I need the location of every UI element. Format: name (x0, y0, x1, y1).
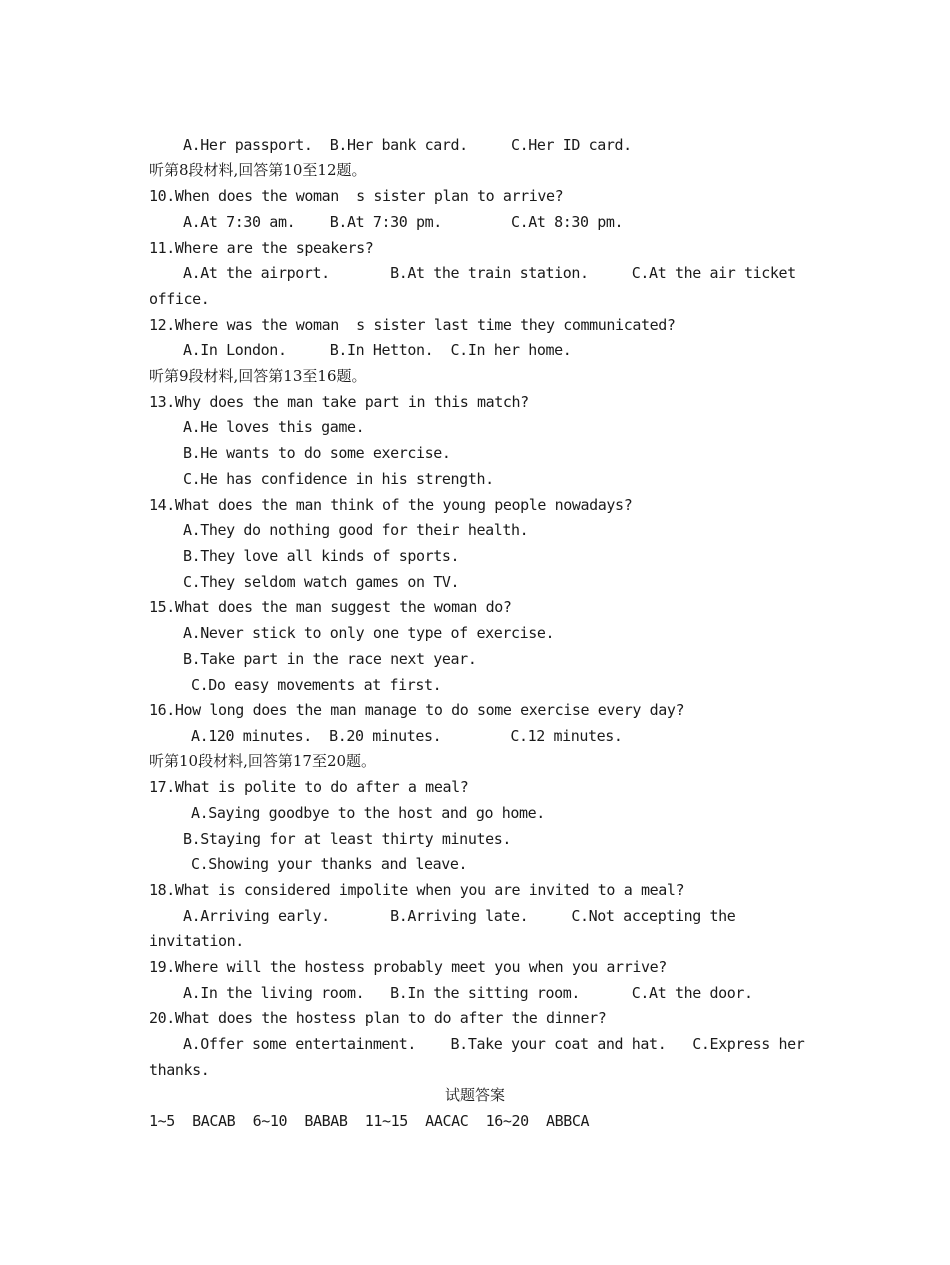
option-line: A.Her passport. B.Her bank card. C.Her ID card. (183, 136, 632, 154)
question-line: 14.What does the man think of the young people nowadays? (149, 496, 633, 514)
option-line: A.At the airport. B.At the train station. C.At the air ticket (183, 264, 796, 282)
answer-key: 1~5 BACAB 6~10 BABAB 11~15 AACAC 16~20 ABBCA (149, 1112, 590, 1130)
section-heading: 听第9段材料,回答第13至16题。 (149, 367, 367, 385)
option-line: A.Never stick to only one type of exercise. (183, 624, 555, 642)
option-line: A.Saying goodbye to the host and go home. (191, 804, 545, 822)
option-line: C.He has confidence in his strength. (183, 470, 494, 488)
option-line: B.He wants to do some exercise. (183, 444, 451, 462)
question-line: 16.How long does the man manage to do some exercise every day? (149, 701, 685, 719)
question-line: 19.Where will the hostess probably meet you when you arrive? (149, 958, 667, 976)
option-continuation: invitation. (149, 932, 244, 950)
option-line: A.Offer some entertainment. B.Take your coat and hat. C.Express her (183, 1035, 805, 1053)
section-heading: 听第10段材料,回答第17至20题。 (149, 752, 377, 770)
option-line: C.Do easy movements at first. (191, 676, 442, 694)
option-line: B.Take part in the race next year. (183, 650, 477, 668)
question-line: 15.What does the man suggest the woman do? (149, 598, 512, 616)
question-line: 10.When does the woman s sister plan to arrive? (149, 187, 564, 205)
option-continuation: thanks. (149, 1061, 210, 1079)
option-line: A.Arriving early. B.Arriving late. C.Not accepting the (183, 907, 736, 925)
option-continuation: office. (149, 290, 210, 308)
option-line: A.He loves this game. (183, 418, 365, 436)
question-line: 18.What is considered impolite when you are invited to a meal? (149, 881, 685, 899)
question-line: 13.Why does the man take part in this match? (149, 393, 529, 411)
answers-title: 试题答案 (444, 1086, 505, 1104)
question-line: 17.What is polite to do after a meal? (149, 778, 469, 796)
question-line: 20.What does the hostess plan to do after the dinner? (149, 1009, 607, 1027)
option-line: B.They love all kinds of sports. (183, 547, 460, 565)
option-line: C.They seldom watch games on TV. (183, 573, 460, 591)
option-line: A.In the living room. B.In the sitting room. C.At the door. (183, 984, 753, 1002)
option-line: A.120 minutes. B.20 minutes. C.12 minutes. (191, 727, 623, 745)
section-heading: 听第8段材料,回答第10至12题。 (149, 161, 367, 179)
question-line: 12.Where was the woman s sister last time they communicated? (149, 316, 676, 334)
option-line: A.They do nothing good for their health. (183, 521, 529, 539)
option-line: A.In London. B.In Hetton. C.In her home. (183, 341, 572, 359)
option-line: A.At 7:30 am. B.At 7:30 pm. C.At 8:30 pm. (183, 213, 624, 231)
option-line: B.Staying for at least thirty minutes. (183, 830, 511, 848)
question-line: 11.Where are the speakers? (149, 239, 374, 257)
option-line: C.Showing your thanks and leave. (191, 855, 468, 873)
